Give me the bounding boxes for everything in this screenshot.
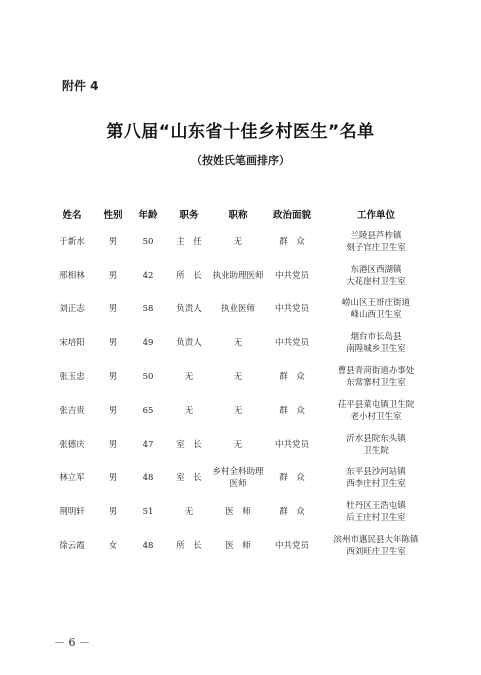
cell-gender: 男 <box>108 473 118 484</box>
cell-politics: 中共党员 <box>274 439 309 450</box>
cell-position: 所 长 <box>176 541 202 552</box>
cell-position: 主 任 <box>176 236 202 247</box>
header-gender: 性别 <box>103 210 123 221</box>
cell-politics: 中共党员 <box>274 304 309 315</box>
unit-line: 东港区西湖镇 <box>350 264 402 275</box>
document-title: 第八届“山东省十佳乡村医生”名单 <box>106 122 375 142</box>
cell-title: 乡村全科助理医师 <box>212 467 264 490</box>
unit-line: 卫生院 <box>363 445 389 456</box>
cell-title: 无 <box>233 372 243 383</box>
unit-line: 东平县沙河站镇 <box>346 467 406 478</box>
cell-age: 50 <box>142 236 154 247</box>
cell-name: 邢相林 <box>59 270 85 281</box>
cell-position: 无 <box>184 507 194 518</box>
unit-line: 沂水县院东头镇 <box>346 433 406 444</box>
cell-name: 张德庆 <box>59 439 85 450</box>
table-row <box>48 326 432 360</box>
cell-name: 林立军 <box>59 473 85 484</box>
document-subtitle: （按姓氏笔画排序） <box>191 154 290 167</box>
table-row <box>48 360 432 394</box>
unit-line: 茌平县菜屯镇卫生院 <box>337 399 415 410</box>
unit-line: 东常寨村卫生室 <box>346 378 406 389</box>
unit-line: 西刘旺庄卫生室 <box>346 547 406 558</box>
page-number: － 6 － <box>54 636 90 649</box>
unit-line: 老小村卫生室 <box>350 411 402 422</box>
cell-politics: 中共党员 <box>274 541 309 552</box>
unit-line: 大花崖村卫生室 <box>346 276 406 287</box>
unit-line: 崂山区王哥庄街道 <box>341 298 410 309</box>
cell-gender: 男 <box>108 439 118 450</box>
cell-title: 无 <box>233 236 243 247</box>
cell-gender: 男 <box>108 507 118 518</box>
cell-name: 徐云霞 <box>59 541 85 552</box>
cell-age: 51 <box>142 507 154 518</box>
table-row <box>48 394 432 428</box>
table-row <box>48 225 432 259</box>
cell-age: 48 <box>142 541 154 552</box>
table-row <box>48 529 432 563</box>
cell-name: 宋培阳 <box>59 338 85 349</box>
cell-position: 室 长 <box>176 473 202 484</box>
cell-gender: 女 <box>108 541 118 552</box>
unit-line: 兰陵县芦柞镇 <box>350 230 402 241</box>
header-age: 年龄 <box>138 210 158 221</box>
unit-line: 烟台市长岛县 <box>350 332 402 343</box>
cell-title: 无 <box>233 405 243 416</box>
table-row <box>48 293 432 327</box>
header-unit: 工作单位 <box>356 210 395 221</box>
cell-position: 负责人 <box>176 304 202 315</box>
header-position: 职务 <box>179 210 199 221</box>
cell-title: 无 <box>233 338 243 349</box>
cell-gender: 男 <box>108 338 118 349</box>
cell-politics: 群 众 <box>279 236 305 247</box>
cell-name: 刘正志 <box>59 304 85 315</box>
unit-line: 后王庄村卫生室 <box>346 513 406 524</box>
cell-age: 47 <box>142 439 154 450</box>
unit-line: 曹县青菏街道办事处 <box>337 366 415 377</box>
cell-position: 无 <box>184 405 194 416</box>
cell-gender: 男 <box>108 236 118 247</box>
header-politics: 政治面貌 <box>272 210 311 221</box>
table-row <box>48 259 432 293</box>
cell-unit <box>320 428 432 462</box>
cell-position: 室 长 <box>176 439 202 450</box>
cell-unit <box>320 326 432 360</box>
table-row <box>48 462 432 496</box>
cell-name: 于新水 <box>59 236 85 247</box>
unit-line: 牡丹区王浩屯镇 <box>346 501 406 512</box>
cell-unit <box>320 259 432 293</box>
cell-title: 执业医师 <box>220 304 255 315</box>
unit-line: 南隍城乡卫生室 <box>346 344 406 355</box>
unit-line: 峰山西卫生室 <box>350 310 402 321</box>
cell-title: 执业助理医师 <box>212 270 264 281</box>
cell-unit <box>320 495 432 529</box>
cell-name: 张玉忠 <box>59 372 85 383</box>
cell-gender: 男 <box>108 304 118 315</box>
cell-unit <box>320 394 432 428</box>
header-title: 职称 <box>228 210 248 221</box>
unit-line: 滨州市惠民县大年陈镇 <box>333 535 419 546</box>
unit-line: 刻子官庄卫生室 <box>346 242 406 253</box>
cell-age: 65 <box>142 405 154 416</box>
cell-politics: 中共党员 <box>274 338 309 349</box>
cell-title: 医 师 <box>225 541 251 552</box>
cell-age: 50 <box>142 372 154 383</box>
cell-politics: 群 众 <box>279 372 305 383</box>
cell-unit <box>320 360 432 394</box>
cell-politics: 群 众 <box>279 507 305 518</box>
table-header-row <box>48 203 432 225</box>
table-row <box>48 428 432 462</box>
cell-title: 医 师 <box>225 507 251 518</box>
unit-line: 西李庄村卫生室 <box>346 479 406 490</box>
attachment-label: 附件 4 <box>62 79 99 93</box>
cell-politics: 群 众 <box>279 405 305 416</box>
cell-position: 负责人 <box>176 338 202 349</box>
cell-title: 无 <box>233 439 243 450</box>
header-name: 姓名 <box>62 210 82 221</box>
cell-age: 48 <box>142 473 154 484</box>
cell-age: 49 <box>142 338 154 349</box>
cell-politics: 群 众 <box>279 473 305 484</box>
cell-gender: 男 <box>108 372 118 383</box>
cell-name: 张吉贵 <box>59 405 85 416</box>
table-body <box>48 225 432 563</box>
cell-unit <box>320 225 432 259</box>
cell-gender: 男 <box>108 405 118 416</box>
cell-age: 42 <box>142 270 154 281</box>
cell-position: 所 长 <box>176 270 202 281</box>
cell-unit <box>320 529 432 563</box>
cell-unit <box>320 462 432 496</box>
cell-unit <box>320 293 432 327</box>
cell-age: 58 <box>142 304 154 315</box>
cell-gender: 男 <box>108 270 118 281</box>
table-row <box>48 495 432 529</box>
cell-name: 荆明轩 <box>59 507 85 518</box>
cell-position: 无 <box>184 372 194 383</box>
cell-politics: 中共党员 <box>274 270 309 281</box>
doctor-list-table <box>48 203 432 563</box>
